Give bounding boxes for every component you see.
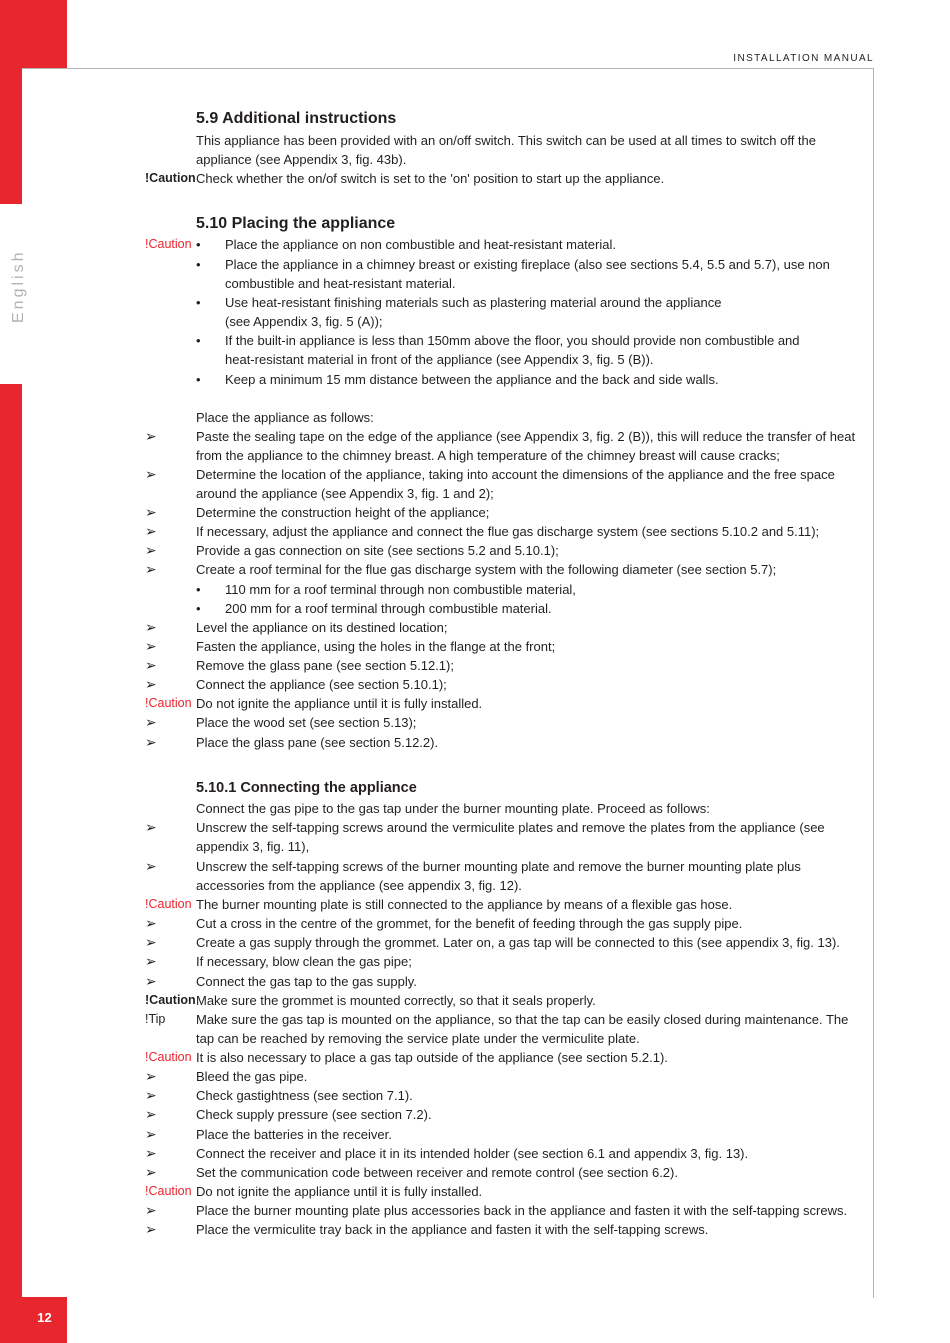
arrow-bullet-icon: ➢ <box>145 1087 157 1103</box>
bullet-icon: • <box>196 237 201 252</box>
bullet-icon: • <box>196 372 201 387</box>
arrow-bullet-icon: ➢ <box>145 1106 157 1122</box>
section-heading-5-10: 5.10 Placing the appliance <box>196 215 396 232</box>
list-item: Place the appliance on non combustible and heat-resistant material. <box>225 237 616 252</box>
step-item: Place the vermiculite tray back in the appliance and fasten it with the self-tapping screws. <box>196 1222 709 1237</box>
caution-marker: !Caution <box>145 237 192 251</box>
step-item-cont: from the appliance to the chimney breast. A high temperature of the chimney breast will cause cracks; <box>196 448 780 463</box>
arrow-bullet-icon: ➢ <box>145 1145 157 1161</box>
caution-marker: !Caution <box>145 1184 192 1198</box>
side-accent-bar-bottom <box>0 384 22 1343</box>
step-item: Place the batteries in the receiver. <box>196 1127 392 1142</box>
step-item-cont: around the appliance (see Appendix 3, fig. 1 and 2); <box>196 486 494 501</box>
step-item: If necessary, adjust the appliance and connect the flue gas discharge system (see sections 5.10.2 and 5.11); <box>196 524 820 539</box>
step-item: Fasten the appliance, using the holes in the flange at the front; <box>196 639 556 654</box>
step-item: If necessary, blow clean the gas pipe; <box>196 954 412 969</box>
arrow-bullet-icon: ➢ <box>145 619 157 635</box>
caution-marker: !Caution <box>145 1050 192 1064</box>
caution-marker: !Caution <box>145 171 196 185</box>
arrow-bullet-icon: ➢ <box>145 638 157 654</box>
page-number: 12 <box>37 1310 52 1325</box>
arrow-bullet-icon: ➢ <box>145 734 157 750</box>
step-item: Unscrew the self-tapping screws of the burner mounting plate and remove the burner mounting plate plus <box>196 859 801 874</box>
step-item: Check gastightness (see section 7.1). <box>196 1088 413 1103</box>
section-heading-5-9: 5.9 Additional instructions <box>196 110 397 127</box>
step-item: Create a roof terminal for the flue gas discharge system with the following diameter (see section 5.7); <box>196 562 777 577</box>
caution-text: Do not ignite the appliance until it is fully installed. <box>196 696 483 711</box>
step-item: Place the glass pane (see section 5.12.2). <box>196 735 439 750</box>
step-item-cont: accessories from the appliance (see appendix 3, fig. 12). <box>196 878 522 893</box>
caution-text: Do not ignite the appliance until it is fully installed. <box>196 1184 483 1199</box>
tip-marker: !Tip <box>145 1012 166 1026</box>
step-item: Bleed the gas pipe. <box>196 1069 308 1084</box>
bullet-icon: • <box>196 333 201 348</box>
arrow-bullet-icon: ➢ <box>145 714 157 730</box>
step-item: Provide a gas connection on site (see sections 5.2 and 5.10.1); <box>196 543 559 558</box>
paragraph-line: Check whether the on/of switch is set to the 'on' position to start up the appliance. <box>196 171 665 186</box>
paragraph-line: This appliance has been provided with an on/off switch. This switch can be used at all times to switch off the <box>196 133 817 148</box>
step-item: Connect the receiver and place it in its intended holder (see section 6.1 and appendix 3, fig. 13). <box>196 1146 749 1161</box>
bullet-icon: • <box>196 257 201 272</box>
caution-text: It is also necessary to place a gas tap outside of the appliance (see section 5.2.1). <box>196 1050 668 1065</box>
list-item: Use heat-resistant finishing materials such as plastering material around the appliance <box>225 295 722 310</box>
step-item: Remove the glass pane (see section 5.12.1); <box>196 658 454 673</box>
list-item-cont: (see Appendix 3, fig. 5 (A)); <box>225 314 383 329</box>
step-item: Create a gas supply through the grommet. Later on, a gas tap will be connected to this (see appendix 3, fig. 13). <box>196 935 840 950</box>
arrow-bullet-icon: ➢ <box>145 428 157 444</box>
section-heading-5-10-1: 5.10.1 Connecting the appliance <box>196 780 417 796</box>
arrow-bullet-icon: ➢ <box>145 1126 157 1142</box>
arrow-bullet-icon: ➢ <box>145 542 157 558</box>
list-item: If the built-in appliance is less than 150mm above the floor, you should provide non combustible and <box>225 333 800 348</box>
caution-text: The burner mounting plate is still connected to the appliance by means of a flexible gas hose. <box>196 897 733 912</box>
step-item: Determine the location of the appliance, taking into account the dimensions of the appliance and the free space <box>196 467 835 482</box>
tip-text-cont: tap can be reached by removing the service plate under the vermiculite plate. <box>196 1031 640 1046</box>
step-item: Connect the appliance (see section 5.10.1); <box>196 677 447 692</box>
side-language-label: English <box>10 249 27 323</box>
step-item: Place the wood set (see section 5.13); <box>196 715 417 730</box>
paragraph-line: Connect the gas pipe to the gas tap under the burner mounting plate. Proceed as follows: <box>196 801 710 816</box>
running-header: INSTALLATION MANUAL <box>733 53 874 64</box>
arrow-bullet-icon: ➢ <box>145 1164 157 1180</box>
corner-accent <box>22 0 67 68</box>
arrow-bullet-icon: ➢ <box>145 523 157 539</box>
step-item: Determine the construction height of the appliance; <box>196 505 490 520</box>
list-item-cont: heat-resistant material in front of the appliance (see Appendix 3, fig. 5 (B)). <box>225 352 654 367</box>
paragraph-line: appliance (see Appendix 3, fig. 43b). <box>196 152 407 167</box>
arrow-bullet-icon: ➢ <box>145 858 157 874</box>
step-item: Cut a cross in the centre of the grommet, for the benefit of feeding through the gas supply pipe. <box>196 916 743 931</box>
caution-marker: !Caution <box>145 696 192 710</box>
step-item: Set the communication code between receiver and remote control (see section 6.2). <box>196 1165 678 1180</box>
list-item-cont: combustible and heat-resistant material. <box>225 276 456 291</box>
arrow-bullet-icon: ➢ <box>145 934 157 950</box>
list-item: 200 mm for a roof terminal through combustible material. <box>225 601 552 616</box>
step-item: Place the burner mounting plate plus accessories back in the appliance and fasten it with the self-tapping screws. <box>196 1203 848 1218</box>
arrow-bullet-icon: ➢ <box>145 561 157 577</box>
tip-text: Make sure the gas tap is mounted on the appliance, so that the tap can be easily closed during maintenance. The <box>196 1012 849 1027</box>
caution-text: Make sure the grommet is mounted correctly, so that it seals properly. <box>196 993 596 1008</box>
arrow-bullet-icon: ➢ <box>145 819 157 835</box>
bullet-icon: • <box>196 295 201 310</box>
arrow-bullet-icon: ➢ <box>145 1221 157 1237</box>
bullet-icon: • <box>196 582 201 597</box>
step-item: Check supply pressure (see section 7.2). <box>196 1107 432 1122</box>
list-item: Keep a minimum 15 mm distance between the appliance and the back and side walls. <box>225 372 719 387</box>
side-accent-bar-top <box>0 0 22 204</box>
caution-marker: !Caution <box>145 993 196 1007</box>
arrow-bullet-icon: ➢ <box>145 657 157 673</box>
step-item: Paste the sealing tape on the edge of the appliance (see Appendix 3, fig. 2 (B)), this will reduce the transfer of heat <box>196 429 856 444</box>
arrow-bullet-icon: ➢ <box>145 953 157 969</box>
paragraph-line: Place the appliance as follows: <box>196 410 374 425</box>
list-item: 110 mm for a roof terminal through non combustible material, <box>225 582 576 597</box>
arrow-bullet-icon: ➢ <box>145 1202 157 1218</box>
step-item: Unscrew the self-tapping screws around the vermiculite plates and remove the plates from the appliance (see <box>196 820 825 835</box>
step-item: Connect the gas tap to the gas supply. <box>196 974 417 989</box>
step-item-cont: appendix 3, fig. 11), <box>196 839 310 854</box>
arrow-bullet-icon: ➢ <box>145 915 157 931</box>
bullet-icon: • <box>196 601 201 616</box>
arrow-bullet-icon: ➢ <box>145 1068 157 1084</box>
arrow-bullet-icon: ➢ <box>145 466 157 482</box>
arrow-bullet-icon: ➢ <box>145 973 157 989</box>
step-item: Level the appliance on its destined location; <box>196 620 448 635</box>
arrow-bullet-icon: ➢ <box>145 504 157 520</box>
arrow-bullet-icon: ➢ <box>145 676 157 692</box>
list-item: Place the appliance in a chimney breast or existing fireplace (also see sections 5.4, 5.5 and 5.7), use non <box>225 257 830 272</box>
caution-marker: !Caution <box>145 897 192 911</box>
